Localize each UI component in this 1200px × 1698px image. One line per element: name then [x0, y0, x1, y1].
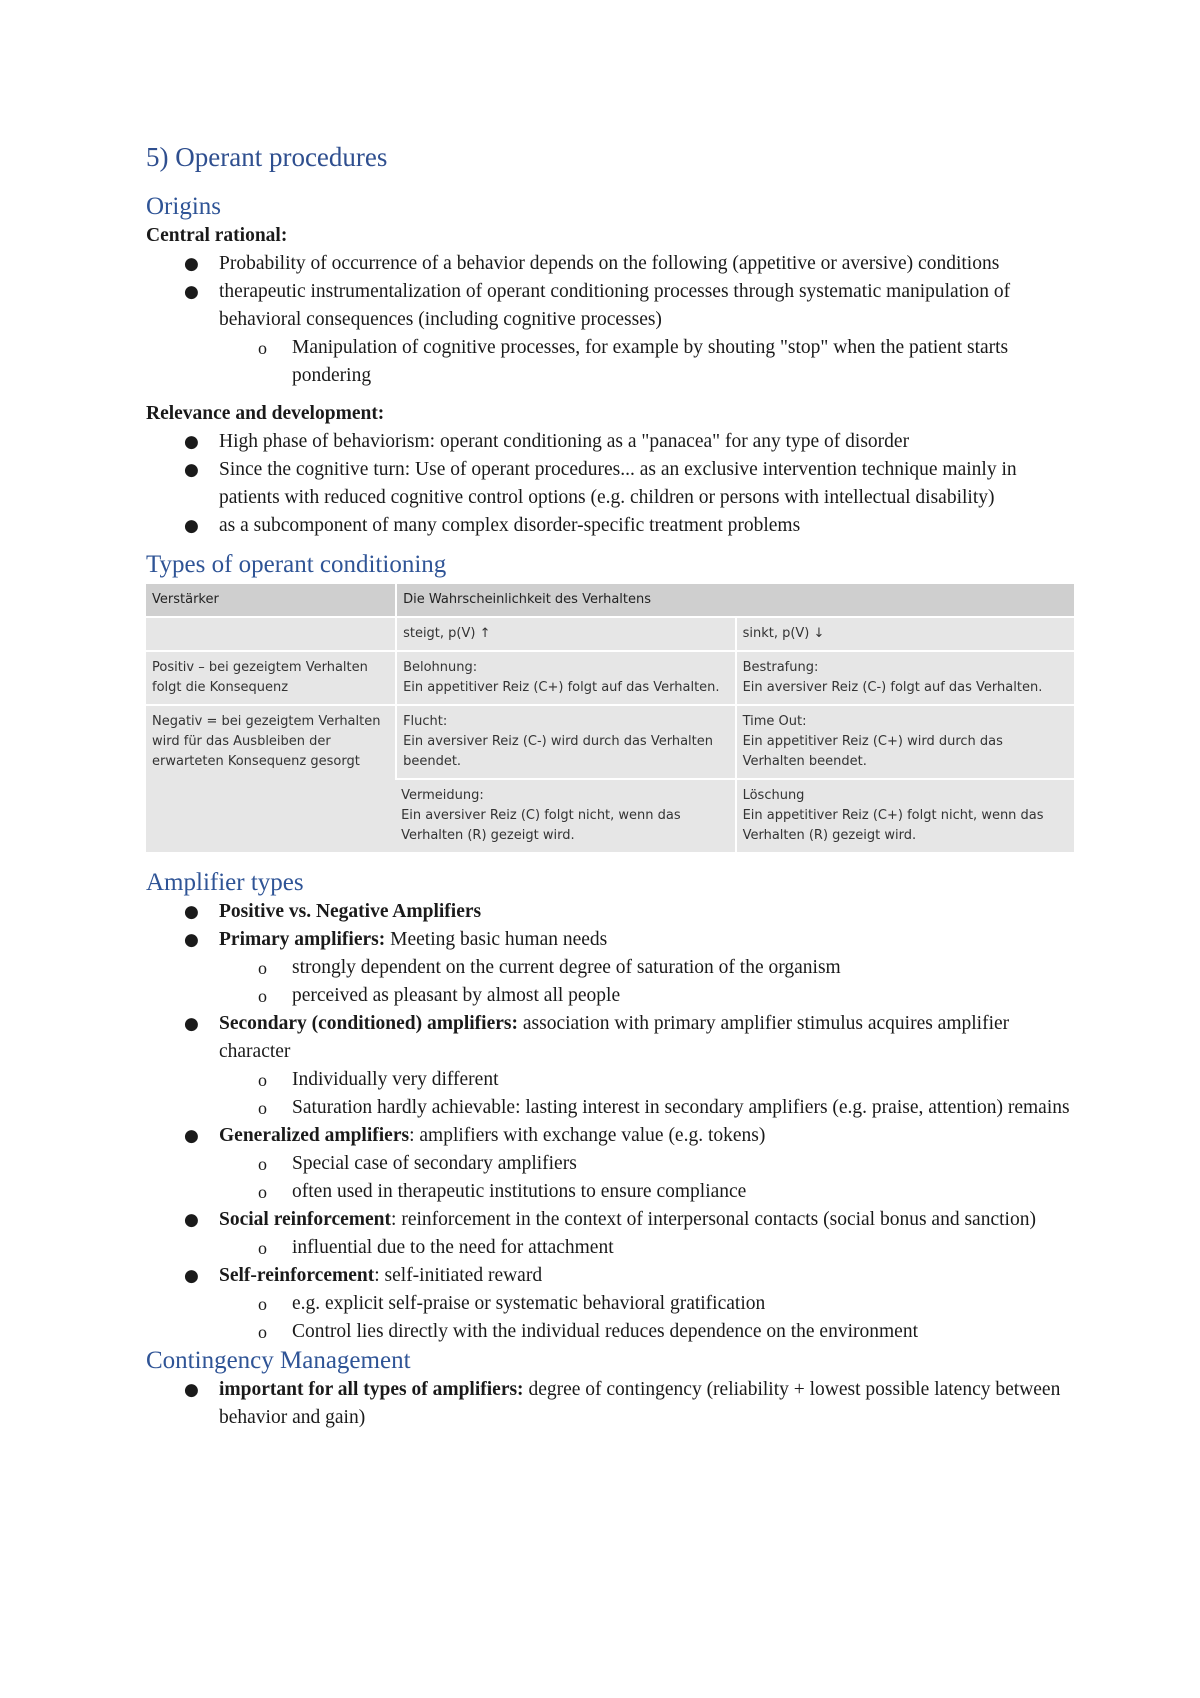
amplifier-list — [146, 898, 1076, 1346]
document-page — [146, 140, 1076, 1432]
item-bold: Social reinforcement — [219, 1209, 392, 1230]
item-bold: Generalized amplifiers — [219, 1125, 410, 1146]
central-rational-label: Central rational: — [146, 225, 288, 246]
table-cell-empty — [146, 616, 395, 650]
sub-list-item: o often used in therapeutic institutions to ensure compliance — [146, 1178, 1076, 1206]
table-row-label-negative: Negativ = bei gezeigtem Verhalten wird für das Ausbleiben der erwarteten Konsequenz gesorgt — [146, 704, 395, 852]
table-cell-extinction — [735, 778, 1074, 852]
list-item — [146, 898, 1076, 926]
list-item: ● Since the cognitive turn: Use of operant procedures... as an exclusive intervention technique mainly in patients with reduced cognitive control options (e.g. children or persons with intellectual disability) — [146, 456, 1076, 512]
relevance-label: Relevance and development: — [146, 403, 385, 424]
list-item — [146, 1206, 1076, 1234]
item-text: Meeting basic human needs — [385, 929, 608, 950]
sub-list-item: o Saturation hardly achievable: lasting interest in secondary amplifiers (e.g. praise, attention) remains — [146, 1094, 1076, 1122]
contingency-list — [146, 1376, 1076, 1432]
cell-title: Löschung — [742, 788, 805, 803]
cell-title: Vermeidung: — [401, 788, 484, 803]
list-item: ● Probability of occurrence of a behavior depends on the following (appetitive or aversive) conditions — [146, 250, 1076, 278]
cell-title: Belohnung: — [403, 660, 478, 675]
table-cell-time-out — [735, 704, 1074, 778]
section-heading-origins: Origins — [146, 193, 221, 220]
table-header-probability: Die Wahrscheinlichkeit des Verhaltens — [395, 584, 1074, 616]
list-item — [146, 926, 1076, 954]
sub-list-item: o Manipulation of cognitive processes, for example by shouting "stop" when the patient starts pondering — [146, 334, 1076, 390]
relevance-list — [146, 428, 1076, 540]
table-subheader-decrease: sinkt, p(V) ↓ — [735, 616, 1074, 650]
item-bold: Self-reinforcement — [219, 1265, 375, 1286]
item-bold: Primary amplifiers: — [219, 929, 386, 950]
sub-list-item: o e.g. explicit self-praise or systematic behavioral gratification — [146, 1290, 1076, 1318]
table-cell-avoidance — [395, 778, 735, 852]
item-text: : amplifiers with exchange value (e.g. tokens) — [409, 1125, 766, 1146]
item-text: : reinforcement in the context of interpersonal contacts (social bonus and sanction) — [391, 1209, 1036, 1230]
list-item: ● therapeutic instrumentalization of operant conditioning processes through systematic manipulation of behavioral consequences (including cognitive processes) — [146, 278, 1076, 334]
page-title: 5) Operant procedures — [146, 142, 388, 172]
table-header-reinforcer: Verstärker — [146, 584, 395, 616]
central-list — [146, 250, 1076, 390]
table-cell-reward — [395, 650, 735, 704]
item-text: : self-initiated reward — [374, 1265, 543, 1286]
item-text: association with primary amplifier stimulus acquires amplifier character — [219, 1013, 1010, 1062]
list-item — [146, 1122, 1076, 1150]
list-item — [146, 1010, 1076, 1066]
section-heading-types: Types of operant conditioning — [146, 551, 447, 578]
item-bold: important for all types of amplifiers: — [219, 1379, 524, 1400]
item-bold: Secondary (conditioned) amplifiers: — [219, 1013, 518, 1034]
table-cell-punishment — [735, 650, 1074, 704]
sub-list-item: o influential due to the need for attachment — [146, 1234, 1076, 1262]
cell-title: Flucht: — [403, 714, 448, 729]
cell-title: Bestrafung: — [742, 660, 819, 675]
cell-text: Ein appetitiver Reiz (C+) folgt nicht, wenn das Verhalten (R) gezeigt wird. — [742, 808, 1044, 843]
sub-list-item: o Special case of secondary amplifiers — [146, 1150, 1076, 1178]
section-heading-contingency: Contingency Management — [146, 1347, 411, 1374]
cell-text: Ein aversiver Reiz (C-) wird durch das Verhalten beendet. — [403, 734, 713, 769]
table-cell-escape — [395, 704, 735, 778]
table-subheader-increase: steigt, p(V) ↑ — [395, 616, 735, 650]
item-bold: Positive vs. Negative Amplifiers — [219, 901, 482, 922]
section-heading-amplifiers: Amplifier types — [146, 869, 304, 896]
sub-list-item: o Control lies directly with the individual reduces dependence on the environment — [146, 1318, 1076, 1346]
sub-list-item: o strongly dependent on the current degree of saturation of the organism — [146, 954, 1076, 982]
cell-text: Ein aversiver Reiz (C-) folgt auf das Verhalten. — [742, 680, 1043, 695]
sub-list-item: o Individually very different — [146, 1066, 1076, 1094]
list-item: ● as a subcomponent of many complex disorder-specific treatment problems — [146, 512, 1076, 540]
cell-text: Ein aversiver Reiz (C) folgt nicht, wenn das Verhalten (R) gezeigt wird. — [401, 808, 681, 843]
list-item — [146, 1262, 1076, 1290]
sub-list-item: o perceived as pleasant by almost all people — [146, 982, 1076, 1010]
list-item: ● High phase of behaviorism: operant conditioning as a "panacea" for any type of disorder — [146, 428, 1076, 456]
cell-text: Ein appetitiver Reiz (C+) wird durch das Verhalten beendet. — [742, 734, 1003, 769]
item-text: degree of contingency (reliability + lowest possible latency between behavior and gain) — [219, 1379, 1061, 1428]
cell-title: Time Out: — [742, 714, 807, 729]
cell-text: Ein appetitiver Reiz (C+) folgt auf das Verhalten. — [403, 680, 720, 695]
list-item — [146, 1376, 1076, 1432]
table-row-label-positive: Positiv – bei gezeigtem Verhalten folgt die Konsequenz — [146, 650, 395, 704]
conditioning-table — [146, 584, 1074, 852]
